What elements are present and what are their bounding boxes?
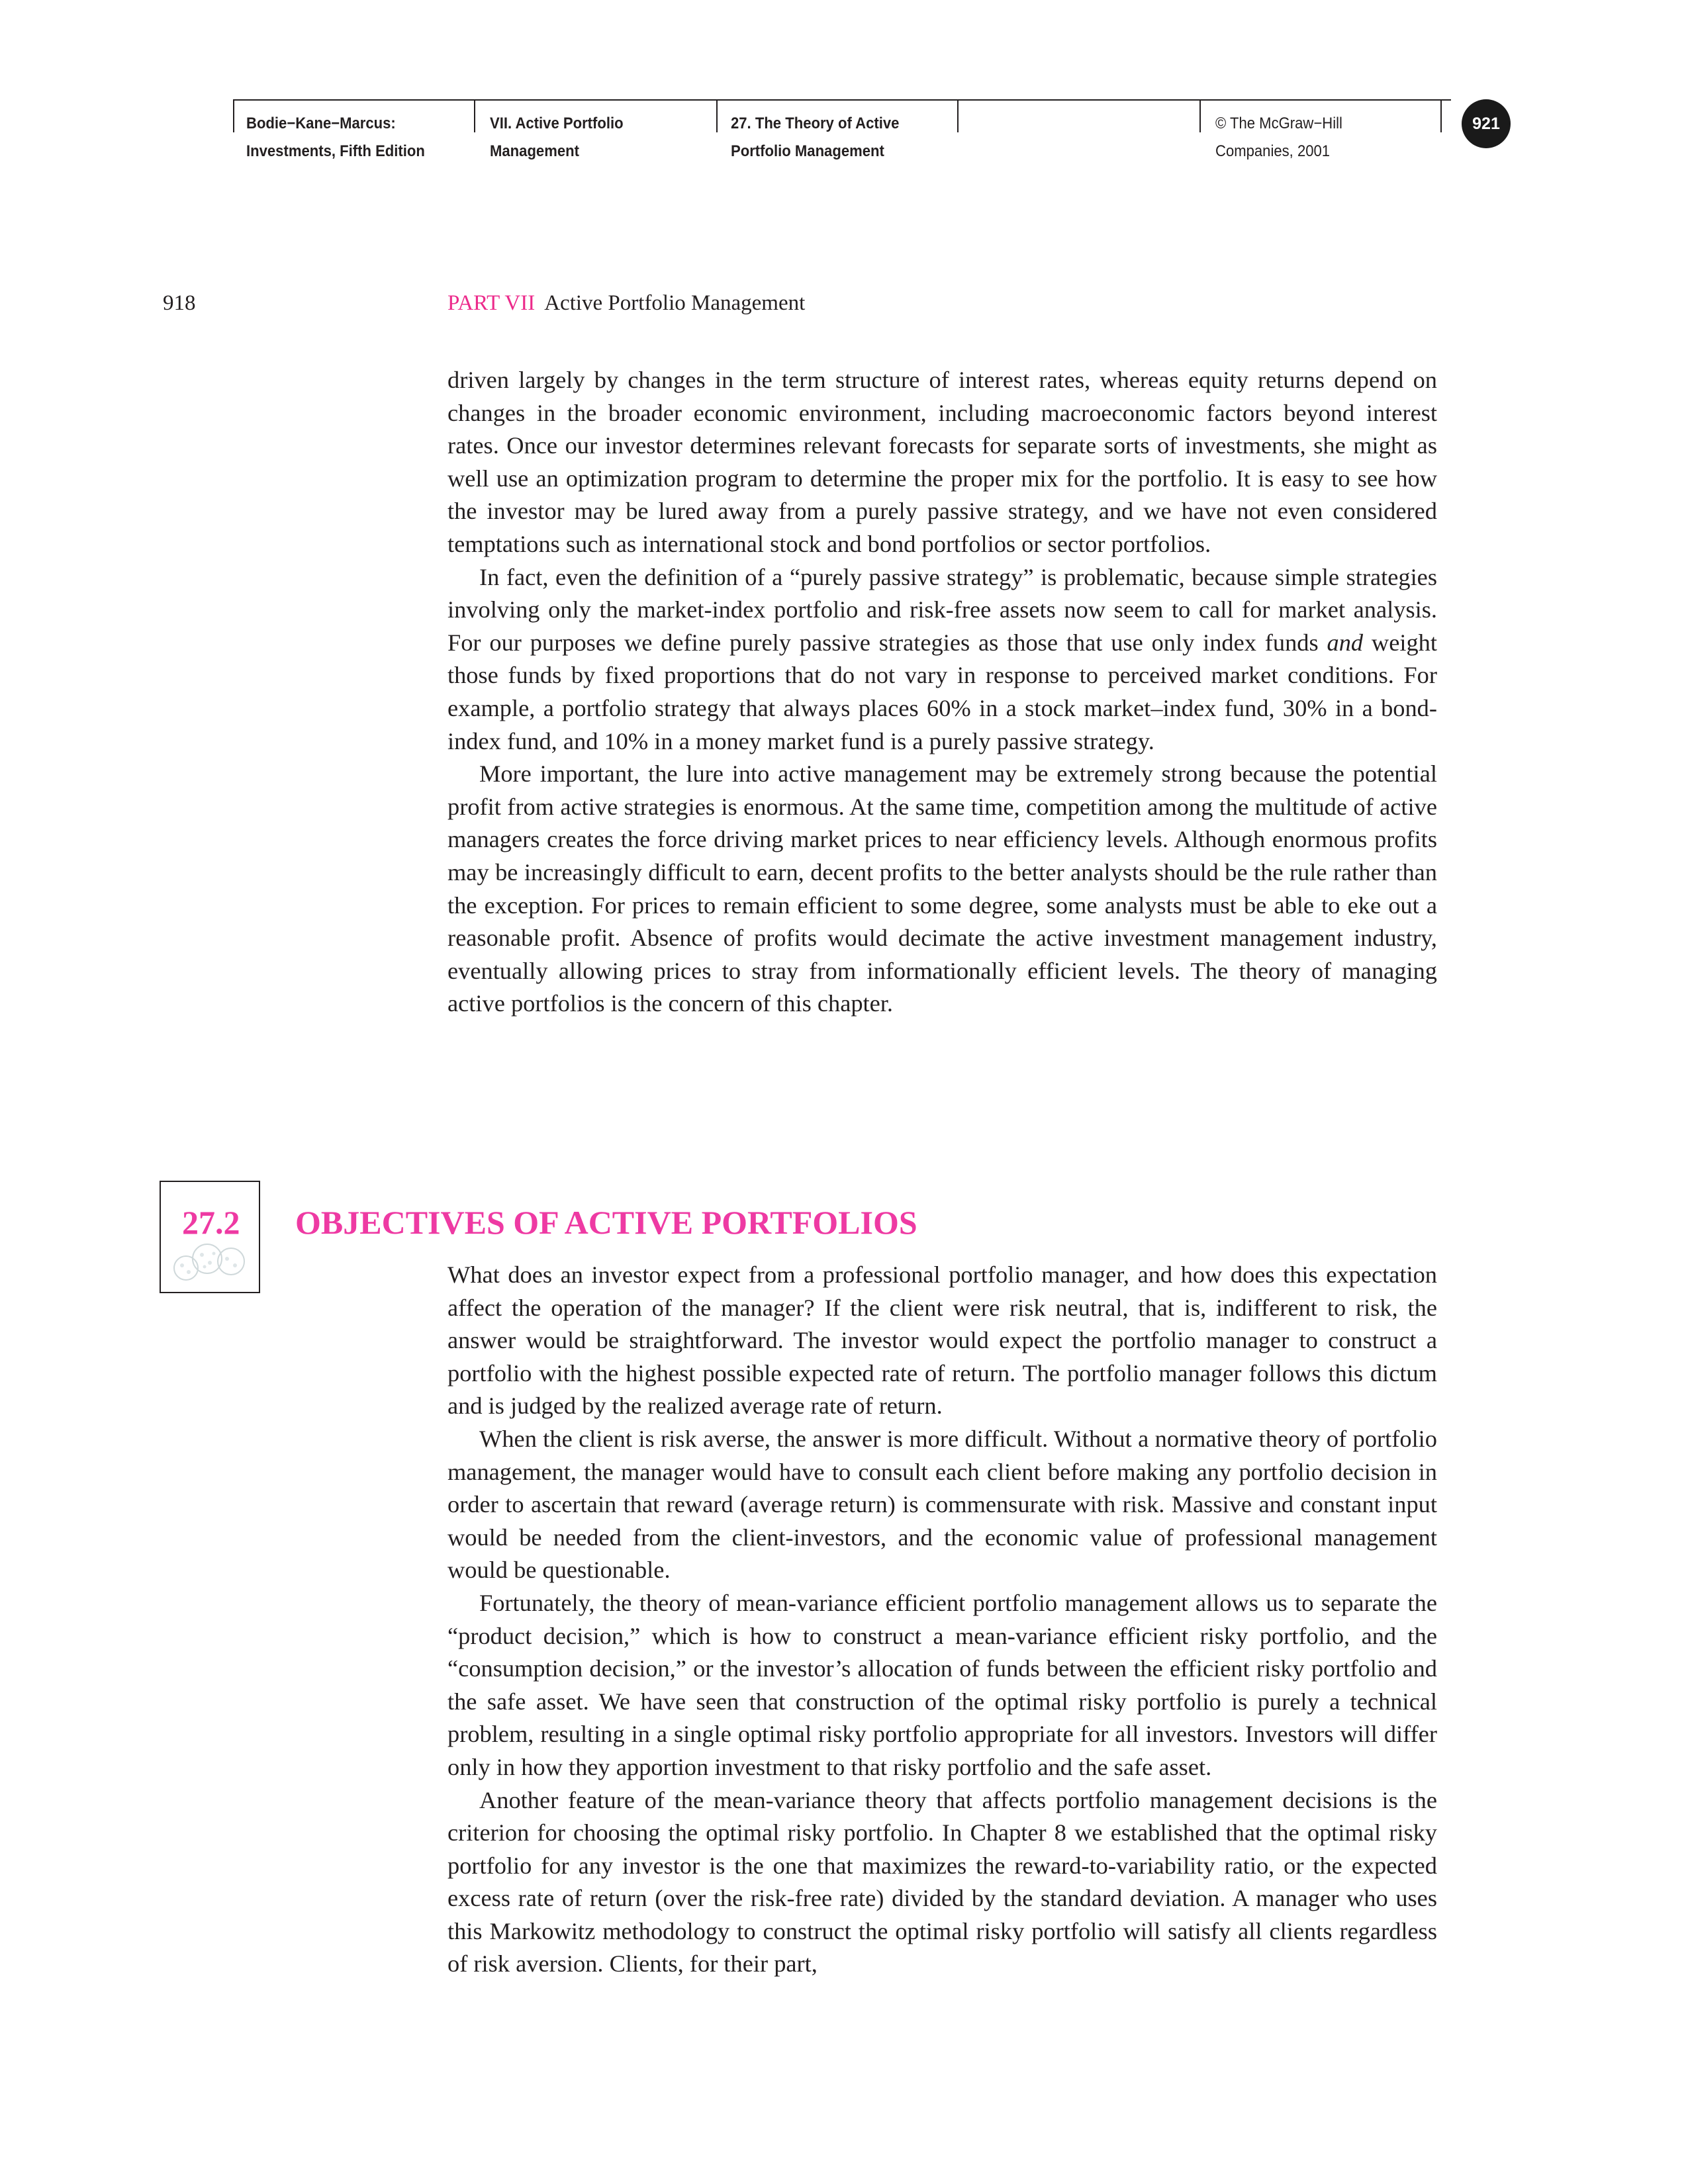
part-label: PART VII: [447, 291, 536, 315]
emphasis: and: [1327, 629, 1364, 656]
header-chapter: 27. The Theory of Active Portfolio Management: [731, 114, 900, 160]
header-divider: [1440, 99, 1442, 132]
section-number: 27.2: [182, 1204, 240, 1241]
header-divider: [474, 99, 475, 132]
section-dots-graphic: [170, 1239, 260, 1292]
section-title: OBJECTIVES OF ACTIVE PORTFOLIOS: [295, 1204, 917, 1241]
part-title: Active Portfolio Management: [544, 291, 806, 315]
page-badge: 921: [1462, 99, 1511, 148]
header-rule: [233, 99, 1451, 101]
header-copyright: © The McGraw−Hill Companies, 2001: [1215, 114, 1342, 160]
body-text-top: [447, 364, 1437, 1021]
paragraph: What does an investor expect from a professional portfolio manager, and how does this expectation affect the operation of the manager? If the client were risk neutral, that is, indifferent to risk, the answer would be straightforward. The investor would expect the portfolio manager to construct a portfolio with the highest possible expected rate of return. The portfolio manager follows this dictum and is judged by the realized average rate of return.: [447, 1261, 1437, 1420]
header-divider: [233, 99, 234, 132]
paragraph: Another feature of the mean-variance theory that affects portfolio management decisions is the criterion for choosing the optimal risky portfolio. In Chapter 8 we established that the optimal risky portfolio for any investor is the one that maximizes the reward-to-variability ratio, or the expected excess rate of return (over the risk-free rate) divided by the standard deviation. A manager who uses this Markowitz methodology to construct the optimal risky portfolio will satisfy all clients regardless of risk aversion. Clients, for their part,: [447, 1786, 1437, 1978]
header-divider: [716, 99, 718, 132]
page-number: 918: [163, 291, 196, 315]
body-text-section: [447, 1259, 1437, 1981]
header-book-title: Bodie−Kane−Marcus: Investments, Fifth Edition: [246, 114, 425, 160]
paragraph: More important, the lure into active management may be extremely strong because the potential profit from active strategies is enormous. At the same time, competition among the multitude of active managers creates the force driving market prices to near efficiency levels. Although enormous profits may be increasingly difficult to earn, decent profits to the better analysts should be the rule rather than the exception. For prices to remain efficient to some degree, some analysts must be able to eke out a reasonable profit. Absence of profits would decimate the active investment management industry, eventually allowing prices to stray from informationally efficient levels. The theory of managing active portfolios is the concern of this chapter.: [447, 760, 1437, 1017]
header-part: VII. Active Portfolio Management: [490, 114, 624, 160]
running-head: [447, 291, 805, 316]
paragraph: driven largely by changes in the term structure of interest rates, whereas equity returns depend on changes in the broader economic environment, including macroeconomic factors beyond interest rates. Once our investor determines relevant forecasts for separate sorts of investments, she might as well use an optimization program to determine the proper mix for the portfolio. It is easy to see how the investor may be lured away from a purely passive strategy, and we have not even considered temptations such as international stock and bond portfolios or sector portfolios.: [447, 367, 1437, 557]
paragraph: In fact, even the definition of a “purely passive strategy” is problematic, because simple strategies involving only the market-index portfolio and risk-free assets now seem to call for market analysis. For our purposes we define purely passive strategies as those that use only index funds and weight those funds by fixed proportions that do not vary in response to perceived market conditions. For example, a portfolio strategy that always places 60% in a stock market–index fund, 30% in a bond-index fund, and 10% in a money market fund is a purely passive strategy.: [447, 563, 1437, 754]
paragraph: When the client is risk averse, the answer is more difficult. Without a normative theory of portfolio management, the manager would have to consult each client before making any portfolio decision in order to ascertain that reward (average return) is commensurate with risk. Massive and constant input would be needed from the client-investors, and the economic value of professional management would be questionable.: [447, 1425, 1437, 1584]
paragraph: Fortunately, the theory of mean-variance efficient portfolio management allows us to separate the “product decision,” which is how to construct a mean-variance efficient risky portfolio, and the “consumption decision,” or the investor’s allocation of funds between the efficient risky portfolio and the safe asset. We have seen that construction of the optimal risky portfolio is purely a technical problem, resulting in a single optimal risky portfolio appropriate for all investors. Investors will differ only in how they apportion investment to that risky portfolio and the safe asset.: [447, 1589, 1437, 1780]
header-divider: [1199, 99, 1201, 132]
header-divider: [957, 99, 959, 132]
